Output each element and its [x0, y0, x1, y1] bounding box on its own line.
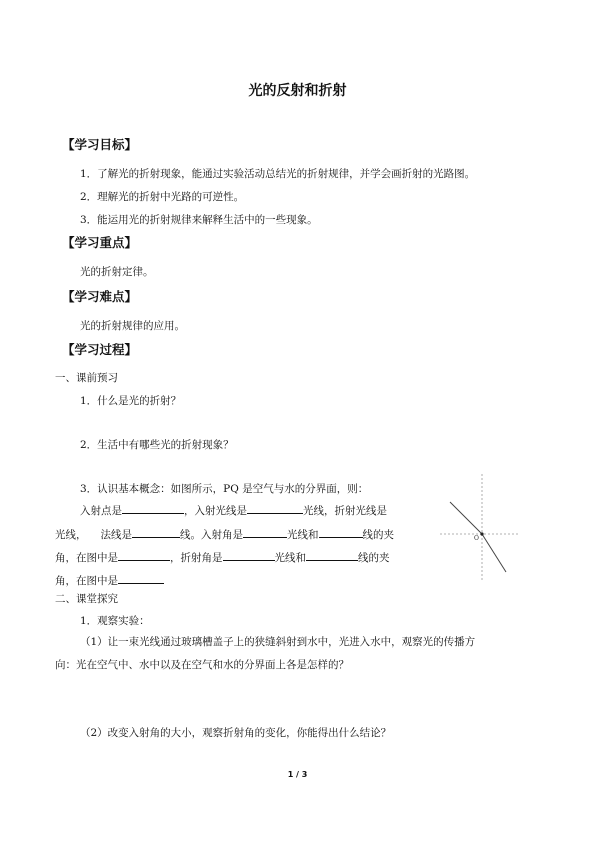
observe-experiment: 1．观察实验： [80, 615, 150, 627]
goal-item-2: 2．理解光的折射中光路的可逆性。 [80, 191, 245, 203]
point-label: O [474, 535, 479, 542]
goals-heading: 【学习目标】 [62, 137, 138, 152]
blank[interactable] [118, 550, 170, 561]
page-title: 光的反射和折射 [248, 83, 347, 99]
question-3-intro: 3．认识基本概念：如图所示，PQ 是空气与水的分界面，则： [80, 483, 369, 495]
part1-title: 一、课前预习 [55, 372, 118, 384]
difficulties-text: 光的折射规律的应用。 [80, 320, 185, 332]
part2-title: 二、课堂探究 [55, 593, 118, 605]
refraction-figure [440, 472, 520, 582]
question-3-line-3: 角，在图中是 ，折射角是 光线和 线的夹 [55, 552, 390, 564]
process-heading: 【学习过程】 [62, 342, 138, 357]
blank[interactable] [118, 573, 164, 584]
blank[interactable] [122, 503, 184, 514]
goal-item-1: 1．了解光的折射现象，能通过实验活动总结光的折射规律，并学会画折射的光路图。 [80, 168, 476, 180]
difficulties-heading: 【学习难点】 [62, 289, 138, 304]
goal-item-3: 3．能运用光的折射规律来解释生活中的一些现象。 [80, 214, 318, 226]
blank[interactable] [132, 527, 180, 538]
blank[interactable] [306, 550, 358, 561]
question-3-line-1: 入射点是 ，入射光线是 光线，折射光线是 [80, 505, 387, 517]
blank[interactable] [223, 550, 275, 561]
question-3-line-4: 角，在图中是 [55, 573, 164, 588]
question-2: 2．生活中有哪些光的折射现象？ [80, 439, 234, 451]
incidence-point [480, 532, 483, 535]
refracted-ray [482, 534, 506, 572]
blank[interactable] [247, 503, 303, 514]
key-points-text: 光的折射定律。 [80, 266, 154, 278]
observe-1-line-1: （1）让一束光线通过玻璃槽盖子上的狭缝斜射到水中，光进入水中，观察光的传播方 [80, 636, 476, 648]
question-3-line-2: 光线， 法线是 线。入射角是 光线和 线的夹 [55, 529, 394, 541]
key-points-heading: 【学习重点】 [62, 235, 138, 250]
observe-2: （2）改变入射角的大小，观察折射角的变化，你能得出什么结论？ [80, 727, 392, 739]
incident-ray [450, 502, 482, 534]
page-number: 1 / 3 [287, 770, 308, 779]
blank[interactable] [243, 527, 287, 538]
question-1: 1．什么是光的折射？ [80, 395, 182, 407]
observe-1-line-2: 向：光在空气中、水中以及在空气和水的分界面上各是怎样的？ [55, 659, 349, 671]
blank[interactable] [319, 527, 363, 538]
